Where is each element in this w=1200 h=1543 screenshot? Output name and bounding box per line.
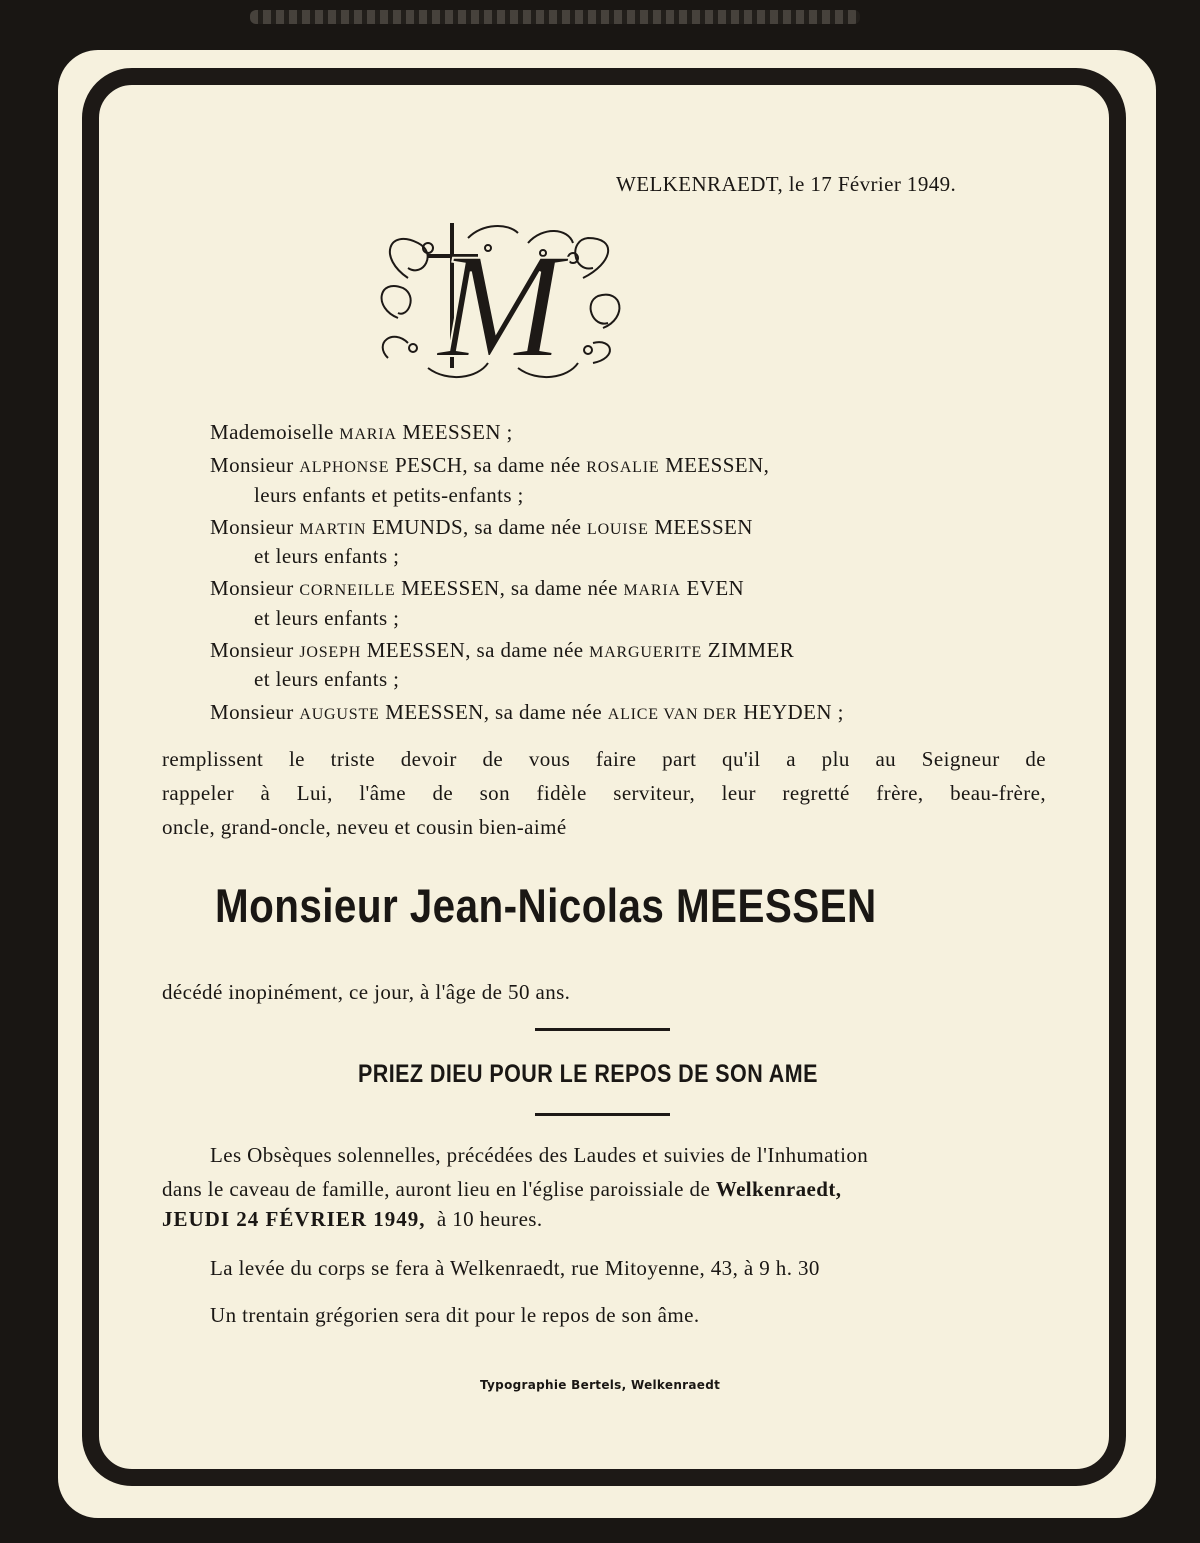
announcement-line-3: oncle, grand-oncle, neveu et cousin bien-aimé — [162, 815, 567, 839]
levee-line: La levée du corps se fera à Welkenraedt, rue Mitoyenne, 43, à 9 h. 30 — [210, 1256, 820, 1280]
dateline: WELKENRAEDT, le 17 Février 1949. — [616, 172, 957, 196]
family-line-6: Monsieur CORNEILLE MEESSEN, sa dame née MARIA EVEN — [210, 576, 745, 600]
family-line-10: Monsieur AUGUSTE MEESSEN, sa dame née ALICE VAN DER HEYDEN ; — [210, 700, 844, 724]
monogram-cross-ornament — [368, 218, 630, 386]
funeral-line-1: Les Obsèques solennelles, précédées des Laudes et suivies de l'Inhumation — [210, 1143, 869, 1167]
family-line-4: Monsieur MARTIN EMUNDS, sa dame née LOUISE MEESSEN — [210, 515, 753, 539]
deceased-name: Monsieur Jean-Nicolas MEESSEN — [215, 879, 877, 932]
death-line: décédé inopinément, ce jour, à l'âge de 50 ans. — [162, 980, 571, 1004]
prayer-heading: PRIEZ DIEU POUR LE REPOS DE SON AME — [358, 1060, 818, 1088]
family-line-7: et leurs enfants ; — [254, 606, 400, 630]
trentain-line: Un trentain grégorien sera dit pour le repos de son âme. — [210, 1303, 700, 1327]
announcement-line-2: rappeler à Lui, l'âme de son fidèle serviteur, leur regretté frère, beau-frère, — [162, 781, 1046, 805]
family-line-1: Mademoiselle MARIA MEESSEN ; — [210, 420, 513, 444]
family-line-8: Monsieur JOSEPH MEESSEN, sa dame née MARGUERITE ZIMMER — [210, 638, 795, 662]
announcement-line-1: remplissent le triste devoir de vous faire part qu'il a plu au Seigneur de — [162, 747, 1046, 771]
funeral-line-2: dans le caveau de famille, auront lieu en l'église paroissiale de Welkenraedt, — [162, 1177, 842, 1201]
family-line-5: et leurs enfants ; — [254, 544, 400, 568]
divider-bottom — [535, 1113, 670, 1116]
funeral-line-3: JEUDI 24 FÉVRIER 1949, à 10 heures. — [162, 1207, 543, 1231]
printer-imprint: Typographie Bertels, Welkenraedt — [480, 1378, 721, 1392]
family-line-9: et leurs enfants ; — [254, 667, 400, 691]
family-line-3: leurs enfants et petits-enfants ; — [254, 483, 524, 507]
divider-top — [535, 1028, 670, 1031]
monogram-letter: M — [437, 223, 563, 386]
binding-strip — [250, 10, 860, 24]
family-line-2: Monsieur ALPHONSE PESCH, sa dame née ROSALIE MEESSEN, — [210, 453, 770, 477]
